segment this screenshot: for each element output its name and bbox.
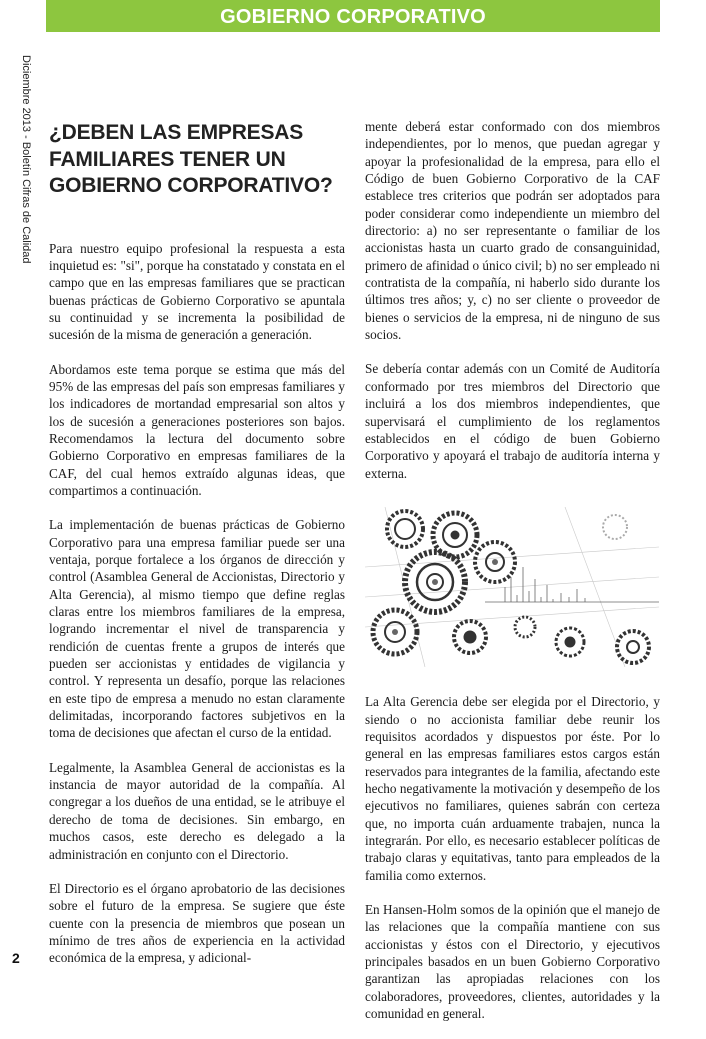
paragraph: La Alta Gerencia debe ser elegida por el Directorio, y siendo o no accionista familiar debe reunir los requisitos acordados y dispuestos por éste. Por lo general en las empresas familiares estos cargos están reservados para integrantes de la familia, afectando este hecho negativamente la motivación y desempeño de los ejecutivos no familiares, quienes sabrán con certeza que, no importa cuán arduamente trabajen, nunca la integrarán. Por ello, es necesario establecer políticas de trabajo claras y equitativas, tanto para empleados de la familia como externos. bbox=[365, 694, 660, 883]
section-banner: GOBIERNO CORPORATIVO bbox=[46, 0, 660, 32]
left-column bbox=[49, 120, 345, 984]
paragraph: El Directorio es el órgano aprobatorio de las decisiones sobre el futuro de la empresa. Se sugiere que éste cuente con la presencia de miembros que posean un mínimo de tres años de experiencia en la actividad económica de la empresa, y adicional- bbox=[49, 880, 345, 966]
paragraph: La implementación de buenas prácticas de Gobierno Corporativo para una empresa familiar puede ser una ventaja, porque fortalece a los órganos de dirección y control (Asamblea General de Accionistas, Directorio y Alta Gerencia), al mismo tiempo que define reglas claras entre los miembros familiares de la empresa, logrando incrementar el nivel de transparencia y rendición de cuentas frente a grupos de interés que pueden ser accionistas y entidades de vigilancia y control. Y representa un desafío, porque las relaciones en este tipo de empresa a menudo no estan claramente delimitadas, incorporando factores subjetivos en la toma de decisiones que afectan el curso de la entidad. bbox=[49, 517, 345, 741]
article-title: ¿DEBEN LAS EMPRESAS FAMILIARES TENER UN GOBIERNO CORPORATIVO? bbox=[49, 121, 333, 197]
paragraph: Se debería contar además con un Comité de Auditoría conformado por tres miembros del Directorio que incluirá a los dos miembros independientes, que supervisará el cumplimiento de los reglamentos establecidos en el código de buen Gobierno Corporativo y apoyará el trabajo de auditoría interna y externa. bbox=[365, 361, 660, 481]
issue-sidebar bbox=[14, 55, 38, 265]
paragraph: Abordamos este tema porque se estima que más del 95% de las empresas del país son empresas familiares y los indicadores de mortandad empresarial son altos y los de sucesión a generaciones posteriores son bajos. Recomendamos la lectura del documento sobre Gobierno Corporativo en empresas familiares de la CAF, del cual hemos extraído algunas ideas, que compartimos a continuación. bbox=[49, 361, 345, 498]
paragraph: Para nuestro equipo profesional la respuesta a esta inquietud es: "si", porque ha constatado y constata en el campo que en las empresas familiares que se practican buenas prácticas de Gobierno Corporativo se apuntala su continuidad y se incrementa la posibilidad de sucesión de la misma de generación a generación. bbox=[49, 240, 345, 343]
issue-text: Diciembre 2013 - Boletín Cifras de Calidad bbox=[20, 55, 32, 264]
paragraph: mente deberá estar conformado con dos miembros independientes, por lo menos, que puedan agregar y apoyar la profesionalidad de la empresa, para ello el Código de buen Gobierno Corporativo de la CAF establece tres criterios que podrán ser adoptados para poder considerar como independiente un miembro del directorio: a) no ser representante o familiar de los accionistas hasta un cuarto grado de consanguinidad, primero de afinidad o único civil; b) no ser empleado ni contratista de la compañía, ni haberlo sido durante los últimos tres años; y, c) no ser cliente o proveedor de bienes o servicios de la empresa, ni de ninguno de sus socios. bbox=[365, 119, 660, 343]
paragraph: Legalmente, la Asamblea General de accionistas es la instancia de mayor autoridad de la compañía. Al congregar a los dueños de una entidad, se le atribuye el derecho de toma de decisiones. Sin embargo, en muchos casos, este derecho es delegado a la administración en conjunto con el Directorio. bbox=[49, 759, 345, 862]
gears-illustration bbox=[365, 507, 659, 667]
page-number: 2 bbox=[12, 950, 20, 966]
right-column bbox=[365, 118, 660, 1039]
paragraph: En Hansen-Holm somos de la opinión que el manejo de las relaciones que la compañía mantiene con sus accionistas y éstos con el Directorio, y ejecutivos principales basados en un buen Gobierno Corporativo garantizan las apropiadas relaciones con los colaboradores, proveedores, clientes, autoridades y la comunidad en general. bbox=[365, 902, 660, 1022]
